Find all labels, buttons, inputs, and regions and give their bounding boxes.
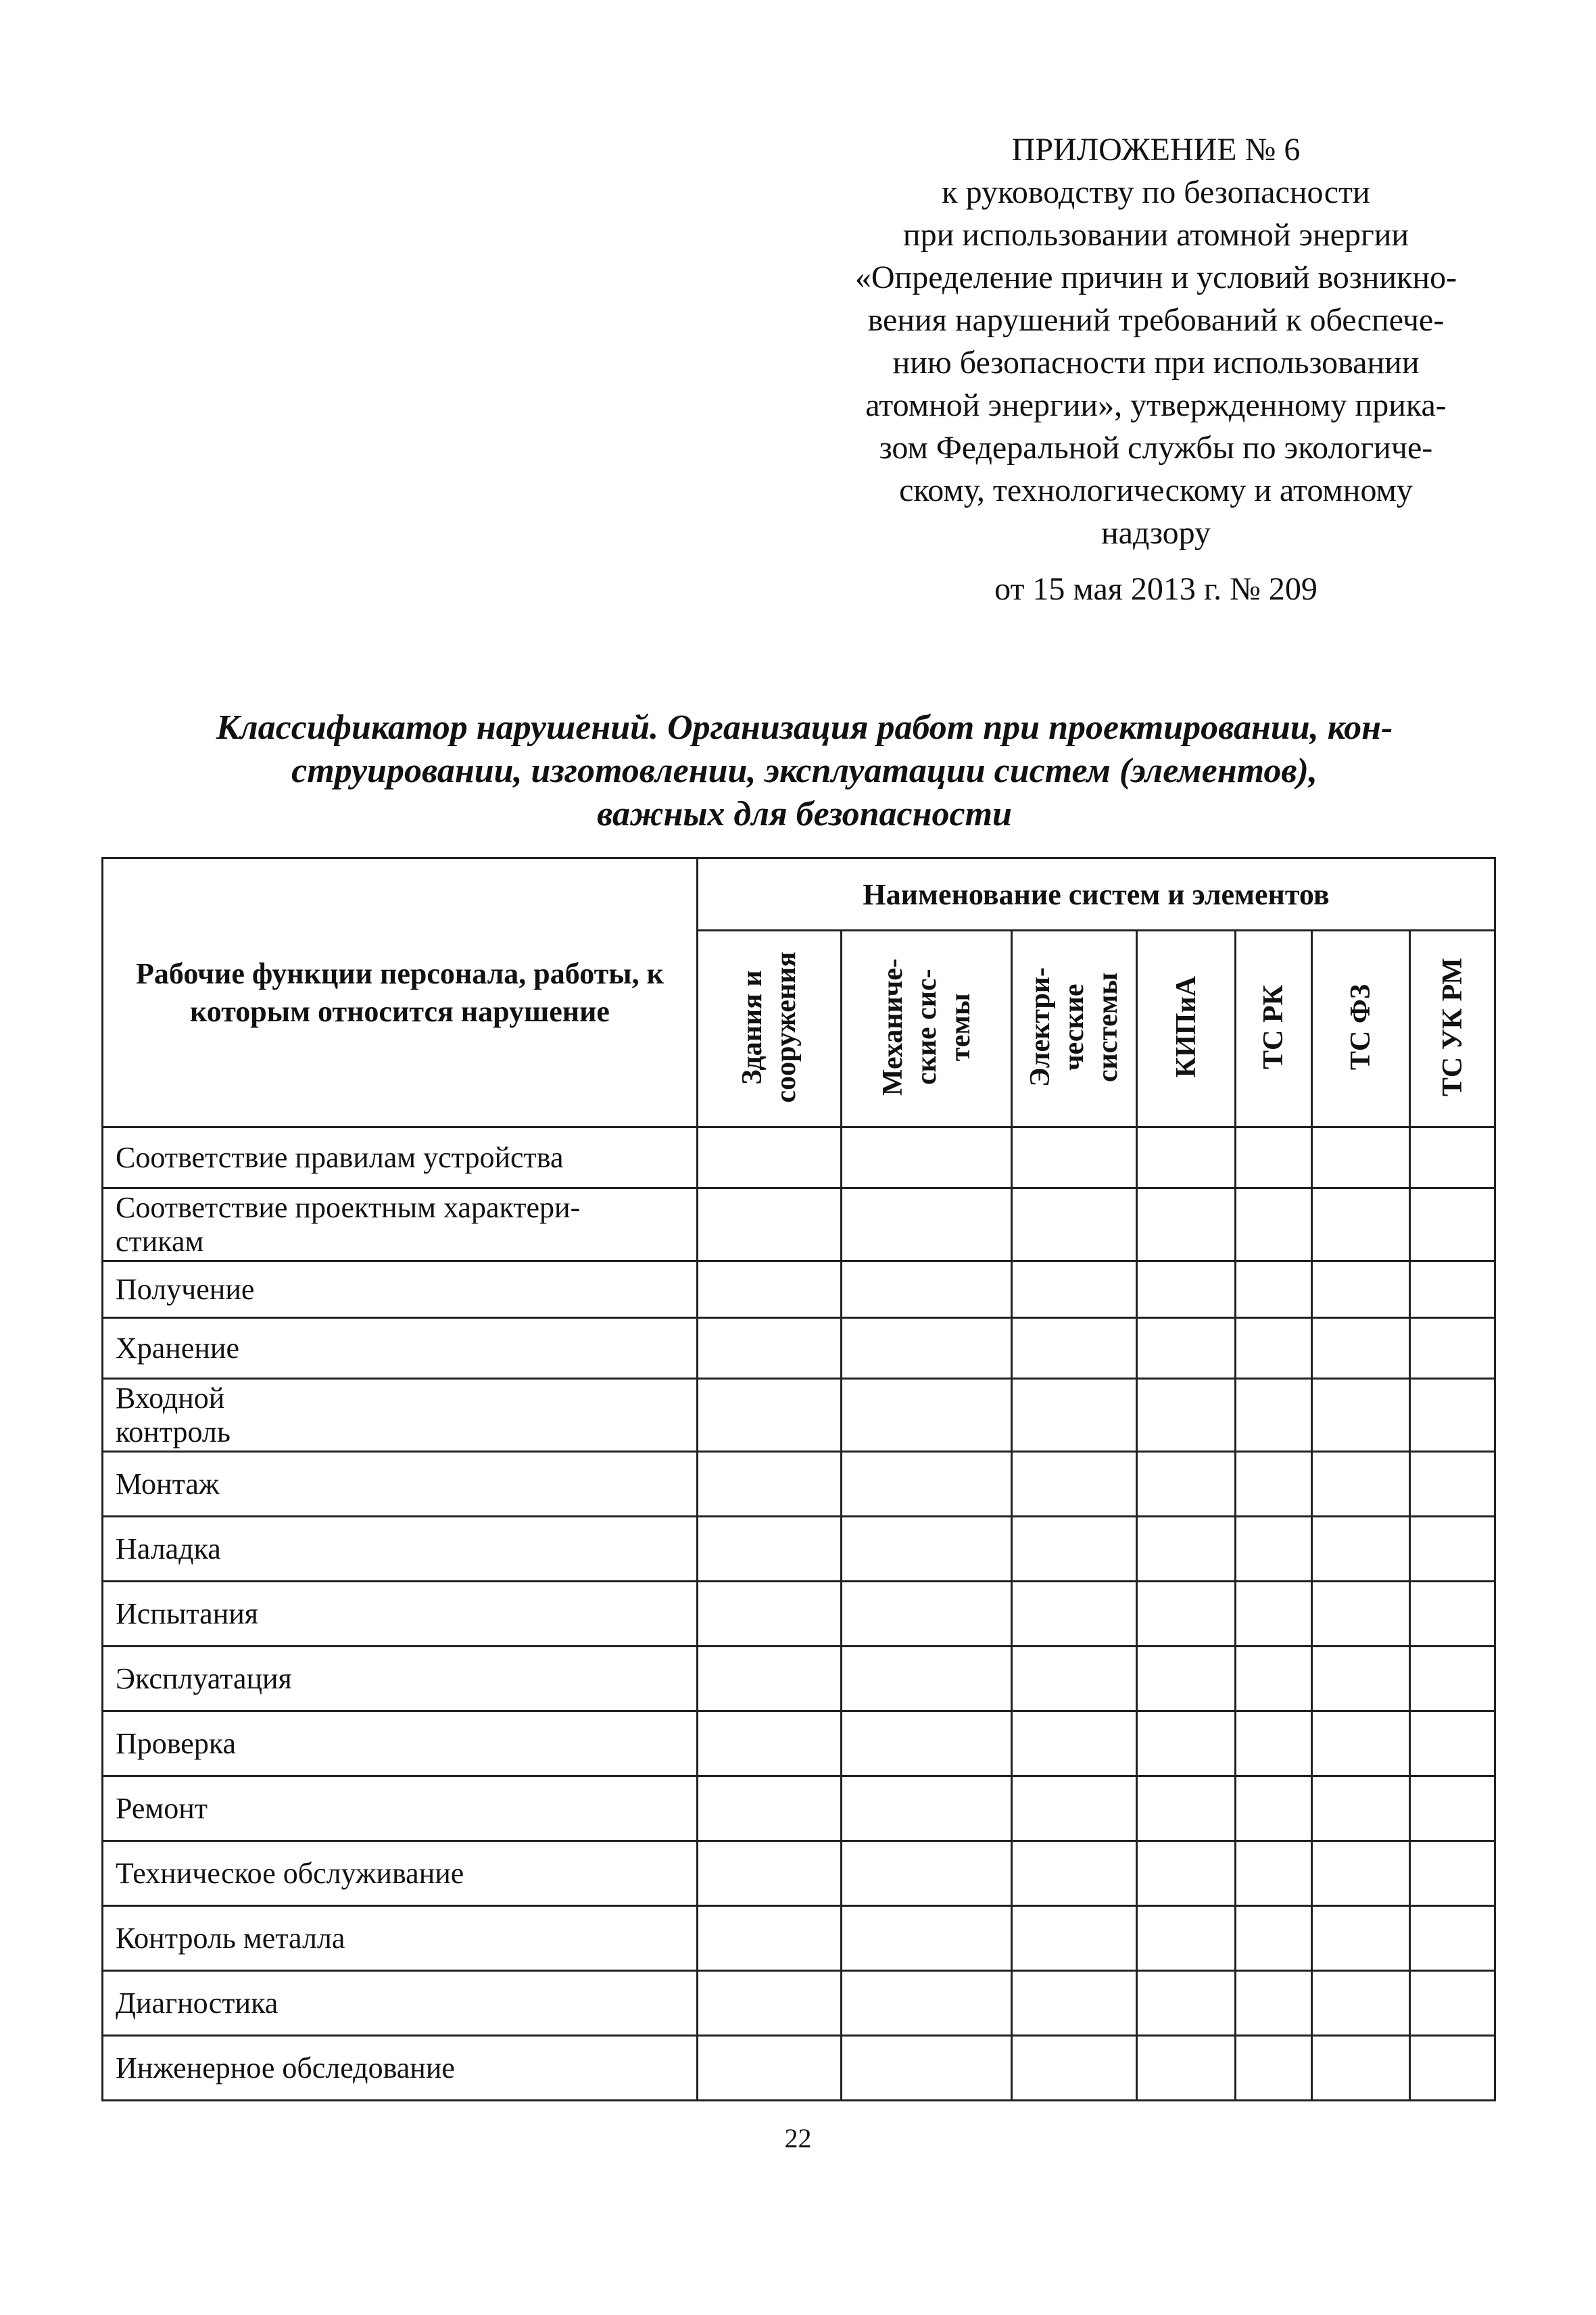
table-cell <box>1312 1261 1410 1318</box>
column-header <box>842 931 1012 1127</box>
table-cell <box>1012 1517 1137 1582</box>
table-cell <box>1012 1452 1137 1517</box>
appendix-line: «Определение причин и условий возникно- <box>854 260 1457 295</box>
table-cell <box>1312 1318 1410 1379</box>
table-cell <box>1410 1906 1495 1971</box>
table-cell <box>1137 2036 1236 2101</box>
table-cell <box>1137 1971 1236 2036</box>
table-row <box>103 1517 1495 1582</box>
page-number: 22 <box>784 2123 812 2153</box>
appendix-line: скому, технологическому и атомному <box>899 472 1413 508</box>
table-cell <box>1312 1841 1410 1906</box>
row-label: Получение <box>103 1261 698 1318</box>
table-cell <box>842 1318 1012 1379</box>
table-cell <box>698 1711 842 1776</box>
table-cell <box>1012 1318 1137 1379</box>
function-column-header: Рабочие функции персонала, работы, к которым относится нарушение <box>103 858 698 1127</box>
table-cell <box>1410 1517 1495 1582</box>
table-cell <box>842 1971 1012 2036</box>
table-cell <box>1137 1906 1236 1971</box>
row-label: Проверка <box>103 1711 698 1776</box>
table-cell <box>1137 1517 1236 1582</box>
table-cell <box>1236 1127 1312 1188</box>
row-label: Соответствие проектным характери- стикам <box>103 1188 698 1261</box>
table-cell <box>1012 1647 1137 1711</box>
table-cell <box>698 1776 842 1841</box>
column-header <box>1236 931 1312 1127</box>
table-cell <box>1410 1127 1495 1188</box>
table-cell <box>698 1906 842 1971</box>
table-row <box>103 1711 1495 1776</box>
table-cell <box>842 1261 1012 1318</box>
table-cell <box>1236 1776 1312 1841</box>
document-title <box>135 706 1474 836</box>
table-cell <box>1410 1318 1495 1379</box>
appendix-line: атомной энергии», утвержденному прика- <box>865 387 1447 423</box>
title-line: Классификатор нарушений. Организация работ при проектировании, кон- <box>216 708 1393 747</box>
table-cell <box>1312 1711 1410 1776</box>
table-cell <box>1312 1452 1410 1517</box>
table-cell <box>1012 1841 1137 1906</box>
column-header-label: КИПиА <box>1170 976 1202 1078</box>
table-cell <box>1312 1517 1410 1582</box>
table-row <box>103 1379 1495 1452</box>
table-cell <box>1312 1379 1410 1452</box>
row-label: Диагностика <box>103 1971 698 2036</box>
table-cell <box>842 1647 1012 1711</box>
table-row <box>103 1188 1495 1261</box>
appendix-line: зом Федеральной службы по экологиче- <box>879 430 1433 466</box>
table-cell <box>1312 1971 1410 2036</box>
table-cell <box>1236 1318 1312 1379</box>
table-cell <box>1410 2036 1495 2101</box>
table-cell <box>842 1127 1012 1188</box>
table-cell <box>1312 1776 1410 1841</box>
table-cell <box>698 1188 842 1261</box>
table-cell <box>1137 1776 1236 1841</box>
table-row <box>103 1841 1495 1906</box>
appendix-header <box>777 128 1534 610</box>
table-cell <box>842 1452 1012 1517</box>
table-cell <box>1410 1188 1495 1261</box>
table-cell <box>698 1517 842 1582</box>
appendix-line: нию безопасности при использовании <box>892 345 1420 381</box>
table-cell <box>1012 1971 1137 2036</box>
title-line: важных для безопасности <box>597 795 1012 833</box>
table-cell <box>1236 1517 1312 1582</box>
table-cell <box>1137 1647 1236 1711</box>
table-cell <box>1410 1971 1495 2036</box>
table-cell <box>1312 1582 1410 1647</box>
table-cell <box>842 1841 1012 1906</box>
table-cell <box>1236 1711 1312 1776</box>
table-row <box>103 1261 1495 1318</box>
table-cell <box>1236 1188 1312 1261</box>
table-cell <box>1012 2036 1137 2101</box>
row-label: Монтаж <box>103 1452 698 1517</box>
column-header <box>698 931 842 1127</box>
row-label: Испытания <box>103 1582 698 1647</box>
table-cell <box>1410 1379 1495 1452</box>
row-label: Контроль металла <box>103 1906 698 1971</box>
systems-group-header: Наименование систем и элементов <box>698 858 1495 931</box>
table-cell <box>1312 2036 1410 2101</box>
table-cell <box>698 1127 842 1188</box>
table-cell <box>842 1711 1012 1776</box>
table-cell <box>1312 1906 1410 1971</box>
table-cell <box>1012 1582 1137 1647</box>
row-label: Наладка <box>103 1517 698 1582</box>
table-row <box>103 1582 1495 1647</box>
table-cell <box>1312 1127 1410 1188</box>
table-row <box>103 1906 1495 1971</box>
appendix-line: при использовании атомной энергии <box>902 217 1409 253</box>
table-cell <box>1012 1261 1137 1318</box>
table-cell <box>698 2036 842 2101</box>
table-cell <box>1012 1188 1137 1261</box>
table-cell <box>1236 1906 1312 1971</box>
row-label: Хранение <box>103 1318 698 1379</box>
column-header-label: ТС УК РМ <box>1436 957 1468 1097</box>
column-header <box>1137 931 1236 1127</box>
table-cell <box>1137 1188 1236 1261</box>
table-cell <box>1312 1188 1410 1261</box>
appendix-line: вения нарушений требований к обеспече- <box>867 302 1445 338</box>
column-header-label: ТС ФЗ <box>1345 983 1376 1071</box>
table-cell <box>842 1517 1012 1582</box>
table-cell <box>1137 1711 1236 1776</box>
table-cell <box>842 1582 1012 1647</box>
table-cell <box>842 1776 1012 1841</box>
table-cell <box>1137 1261 1236 1318</box>
column-header <box>1410 931 1495 1127</box>
table-cell <box>698 1379 842 1452</box>
row-label: Эксплуатация <box>103 1647 698 1711</box>
table-cell <box>1236 1261 1312 1318</box>
column-header <box>1312 931 1410 1127</box>
table-cell <box>842 1906 1012 1971</box>
table-cell <box>1236 2036 1312 2101</box>
table-row <box>103 1647 1495 1711</box>
table-row <box>103 1971 1495 2036</box>
table-cell <box>1236 1841 1312 1906</box>
column-header-label: ТС РК <box>1258 985 1289 1069</box>
table-row <box>103 2036 1495 2101</box>
table-cell <box>1410 1261 1495 1318</box>
table-cell <box>698 1318 842 1379</box>
row-label: Ремонт <box>103 1776 698 1841</box>
row-label: Входной контроль <box>103 1379 698 1452</box>
table-cell <box>1236 1582 1312 1647</box>
table-row <box>103 1127 1495 1188</box>
appendix-date: от 15 мая 2013 г. № 209 <box>994 571 1317 607</box>
table-cell <box>842 1188 1012 1261</box>
table-cell <box>1410 1582 1495 1647</box>
title-line: струировании, изготовлении, эксплуатации систем (элементов), <box>291 752 1317 790</box>
table-cell <box>1137 1318 1236 1379</box>
table-cell <box>1012 1906 1137 1971</box>
appendix-line: к руководству по безопасности <box>942 174 1370 210</box>
table-cell <box>1410 1647 1495 1711</box>
table-cell <box>698 1261 842 1318</box>
table-cell <box>842 2036 1012 2101</box>
appendix-line: ПРИЛОЖЕНИЕ № 6 <box>1011 132 1301 168</box>
table-cell <box>1236 1452 1312 1517</box>
table-cell <box>1137 1841 1236 1906</box>
row-label: Соответствие правилам устройства <box>103 1127 698 1188</box>
table-cell <box>1137 1127 1236 1188</box>
column-header-label: Здания и сооружения <box>737 951 802 1103</box>
table-cell <box>1137 1582 1236 1647</box>
table-cell <box>1012 1711 1137 1776</box>
row-label: Техническое обслуживание <box>103 1841 698 1906</box>
table-cell <box>1312 1647 1410 1711</box>
table-cell <box>1236 1971 1312 2036</box>
table-cell <box>1236 1379 1312 1452</box>
table-cell <box>1012 1776 1137 1841</box>
table-row <box>103 1452 1495 1517</box>
table-cell <box>1137 1379 1236 1452</box>
classifier-table <box>101 857 1496 2101</box>
table-body <box>103 1127 1495 2101</box>
table-cell <box>698 1971 842 2036</box>
table-cell <box>1410 1452 1495 1517</box>
table-cell <box>1012 1127 1137 1188</box>
row-label: Инженерное обследование <box>103 2036 698 2101</box>
appendix-line: надзору <box>1101 515 1211 551</box>
column-header-label: Механиче- ские сис- темы <box>877 958 976 1096</box>
table-cell <box>698 1647 842 1711</box>
table-cell <box>842 1379 1012 1452</box>
column-header <box>1012 931 1137 1127</box>
table-row <box>103 1776 1495 1841</box>
table-cell <box>1236 1647 1312 1711</box>
table-cell <box>698 1452 842 1517</box>
table-row <box>103 1318 1495 1379</box>
table-cell <box>1410 1841 1495 1906</box>
table-cell <box>1410 1776 1495 1841</box>
table-cell <box>698 1582 842 1647</box>
table-cell <box>1012 1379 1137 1452</box>
table-cell <box>698 1841 842 1906</box>
table-cell <box>1137 1452 1236 1517</box>
column-header-label: Электри- ческие системы <box>1025 967 1123 1088</box>
table-cell <box>1410 1711 1495 1776</box>
